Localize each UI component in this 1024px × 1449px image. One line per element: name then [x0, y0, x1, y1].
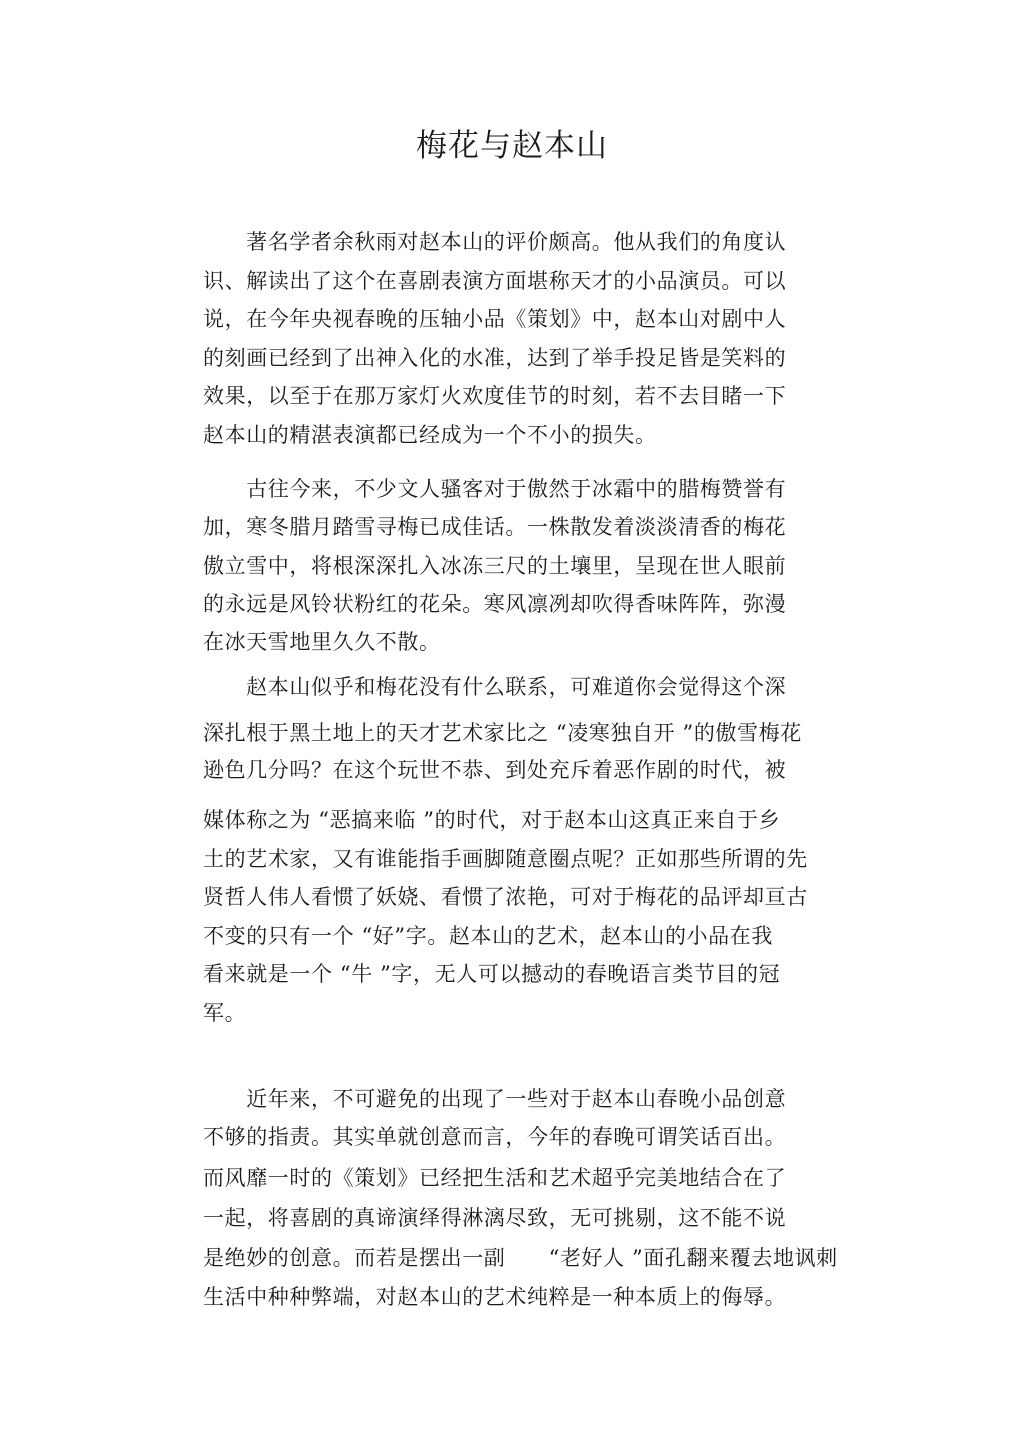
paragraph-3-line-2: 深扎根于黑土地上的天才艺术家比之 “凌寒独自开 ”的傲雪梅花 [203, 721, 802, 745]
paragraph-4-line-2: 不够的指责。其实单就创意而言，今年的春晚可谓笑话百出。 [203, 1125, 787, 1149]
paragraph-3-line-5: 土的艺术家，又有谁能指手画脚随意圈点呢？正如那些所谓的先 [203, 847, 808, 871]
paragraph-4-line-3: 而风靡一时的《策划》已经把生活和艺术超乎完美地结合在了 [203, 1166, 787, 1190]
paragraph-3-line-7: 不变的只有一个 “好”字。赵本山的艺术，赵本山的小品在我 [203, 924, 773, 948]
paragraph-4-line-5: 是绝妙的创意。而若是摆出一副 “老好人 ”面孔翻来覆去地讽刺 [203, 1246, 838, 1270]
paragraph-2-line-1: 古往今来，不少文人骚客对于傲然于冰霜中的腊梅赞誉有 [203, 477, 787, 501]
paragraph-2-line-4: 的永远是风铃状粉红的花朵。寒风凛冽却吹得香味阵阵，弥漫 [203, 592, 787, 616]
paragraph-3-line-1: 赵本山似乎和梅花没有什么联系，可难道你会觉得这个深 [203, 675, 787, 699]
paragraph-3-line-8: 看来就是一个 “牛 ”字，无人可以撼动的春晚语言类节目的冠 [203, 962, 781, 986]
paragraph-1-line-6: 赵本山的精湛表演都已经成为一个不小的损失。 [203, 423, 657, 447]
paragraph-4-line-1: 近年来，不可避免的出现了一些对于赵本山春晚小品创意 [203, 1087, 787, 1111]
document-title: 梅花与赵本山 [416, 128, 608, 164]
paragraph-3-line-6: 贤哲人伟人看惯了妖娆、看惯了浓艳，可对于梅花的品评却亘古 [203, 885, 808, 909]
paragraph-1-line-5: 效果，以至于在那万家灯火欢度佳节的时刻，若不去目睹一下 [203, 384, 787, 408]
paragraph-1-line-3: 说，在今年央视春晚的压轴小品《策划》中，赵本山对剧中人 [203, 307, 787, 331]
paragraph-1-line-1: 著名学者余秋雨对赵本山的评价颇高。他从我们的角度认 [203, 230, 787, 254]
paragraph-2-line-2: 加，寒冬腊月踏雪寻梅已成佳话。一株散发着淡淡清香的梅花 [203, 515, 787, 539]
paragraph-2-line-3: 傲立雪中，将根深深扎入冰冻三尺的土壤里，呈现在世人眼前 [203, 554, 787, 578]
paragraph-1-line-4: 的刻画已经到了出神入化的水准，达到了举手投足皆是笑料的 [203, 346, 787, 370]
paragraph-4-line-4: 一起，将喜剧的真谛演绎得淋漓尽致，无可挑剔，这不能不说 [203, 1206, 787, 1230]
paragraph-4-line-6: 生活中种种弊端，对赵本山的艺术纯粹是一种本质上的侮辱。 [203, 1285, 787, 1309]
paragraph-3-line-3: 逊色几分吗？在这个玩世不恭、到处充斥着恶作剧的时代，被 [203, 758, 787, 782]
paragraph-1-line-2: 识、解读出了这个在喜剧表演方面堪称天才的小品演员。可以 [203, 269, 787, 293]
paragraph-2-line-5: 在冰天雪地里久久不散。 [203, 630, 441, 654]
paragraph-3-line-9: 军。 [203, 1001, 247, 1025]
paragraph-3-line-4: 媒体称之为 “恶搞来临 ”的时代，对于赵本山这真正来自于乡 [203, 808, 781, 832]
